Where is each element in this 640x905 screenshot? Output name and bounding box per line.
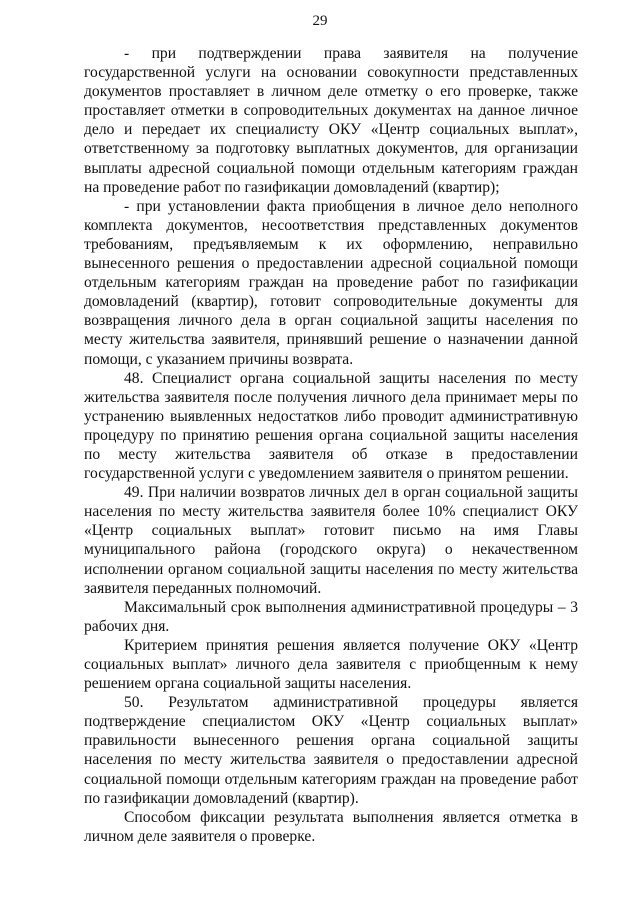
document-body xyxy=(84,44,578,846)
paragraph-item-48: 48. Специалист органа социальной защиты населения по месту жительства заявителя после получения личного дела принимает меры по устранению выявленных недостатков либо проводит административную процедуру по принятию решения органа социальной защиты населения по месту жительства заявителя об отказе в предоставлении государственной услуги с уведомлением заявителя о принятом решении. xyxy=(84,369,578,483)
page-number: 29 xyxy=(312,13,328,29)
paragraph-decision-criterion: Критерием принятия решения является получение ОКУ «Центр социальных выплат» личного дела заявителя с приобщенным к нему решением органа социальной защиты населения. xyxy=(84,636,578,693)
paragraph-item-50: 50. Результатом административной процедуры является подтверждение специалистом ОКУ «Центр социальных выплат» правильности вынесенного решения органа социальной защиты населения по месту жительства заявителя о предоставлении адресной социальной помощи отдельным категориям граждан на проведение работ по газификации домовладений (квартир). xyxy=(84,694,578,807)
paragraph-confirmation-of-right: - при подтверждении права заявителя на получение государственной услуги на основании совокупности представленных документов проставляет в личном деле отметку о его проверке, также проставляет отметки в сопроводительных документах на данное личное дело и передает их специалисту ОКУ «Центр социальных выплат», ответственному за подготовку выплатных документов, для организации выплаты адресной социальной помощи отдельным категориям граждан на проведение работ по газификации домовладений (квартир); xyxy=(84,45,578,196)
paragraph-fixation-method: Способом фиксации результата выполнения является отметка в личном деле заявителя о проверке. xyxy=(84,808,578,845)
paragraph-incomplete-documents: - при установлении факта приобщения в личное дело неполного комплекта документов, несоответствия представленных документов требованиям, предъявляемым к их оформлению, неправильно вынесенного решения о предоставлении адресной социальной помощи отдельным категориям граждан на проведение работ по газификации домовладений (квартир), готовит сопроводительные документы для возвращения личного дела в орган социальной защиты населения по месту жительства заявителя, принявший решение о назначении данной помощи, с указанием причины возврата. xyxy=(84,197,578,368)
paragraph-max-duration: Максимальный срок выполнения административной процедуры – 3 рабочих дня. xyxy=(84,598,578,635)
paragraph-item-49: 49. При наличии возвратов личных дел в орган социальной защиты населения по месту жительства заявителя более 10% специалист ОКУ «Центр социальных выплат» готовит письмо на имя Главы муниципального района (городского округа) о некачественном исполнении органом социальной защиты населения по месту жительства заявителя переданных полномочий. xyxy=(84,484,578,597)
